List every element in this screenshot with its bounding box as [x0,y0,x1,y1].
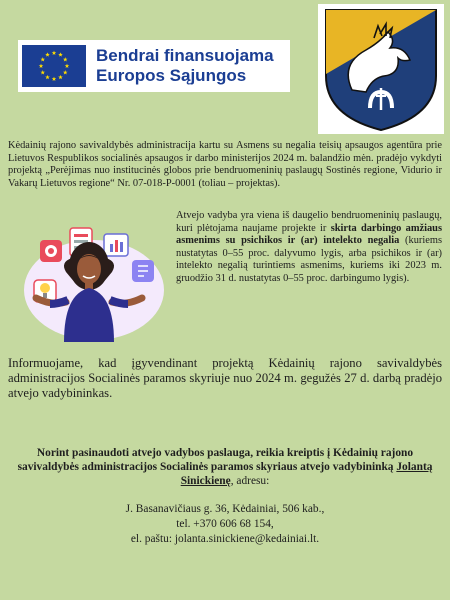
eu-star-icon [40,57,45,61]
eu-star-icon [58,52,63,56]
contact-details [14,502,436,547]
call-to-action-bold: Norint pasinaudoti atvejo vadybos paslauga, reikia kreiptis į Kėdainių rajono savivaldybės administracijos Socialinės paramos skyriaus atvejo vadybininką [17,447,414,473]
eu-star-icon [63,57,68,61]
eu-star-icon [45,52,50,56]
contact-address: J. Basanavičiaus g. 36, Kėdainiai, 506 kab., [125,503,325,515]
announcement-paragraph: Informuojame, kad įgyvendinant projektą Kėdainių rajono savivaldybės administracijos Socialinės paramos skyriuje nuo 2024 m. gegužės 27 d. darbą pradėjo atvejo vadybininkas. [8,356,442,401]
call-to-action-after: , adresu: [230,475,270,487]
eu-star-icon [40,70,45,74]
eu-banner-text [96,46,274,86]
case-manager-name: Jolantą Sinickienę [180,461,433,487]
eu-star-icon [52,77,57,81]
project-intro-paragraph: Kėdainių rajono savivaldybės administracija kartu su Asmens su negalia teisių apsaugos agentūra prie Lietuvos Respublikos socialinės apsaugos ir darbo ministerijos 2024 m. balandžio mėn. pradėjo vykdyti projektą „Perėjimas nuo institucinės globos prie bendruomeninių paslaugų Sostinės regione, Vidurio ir Vakarų Lietuvos regione“ Nr. 07-018-P-0001 (toliau – projektas). [8,140,442,189]
call-to-action-paragraph [14,446,436,488]
case-management-paragraph [176,210,442,286]
eu-star-icon [65,64,70,68]
eu-star-icon [63,70,68,74]
case-management-target-group: skirta darbingo amžiaus asmenims su psichikos ir (ar) intelekto negalia [176,222,443,247]
contact-phone: tel. +370 606 68 154, [176,518,274,530]
eu-star-icon [52,51,57,55]
case-management-text-before: Atvejo vadyba yra viena iš daugelio bendruomeninių paslaugų, kuri plėtojama naujame projekte ir [176,210,442,234]
eu-star-icon [58,75,63,79]
eu-banner-line2: Europos Sąjungos [96,66,247,85]
eu-banner-line1: Bendrai finansuojama [96,46,274,65]
coat-of-arms-icon [318,4,444,134]
eu-cofunding-banner [18,40,290,92]
case-management-text-after: (kuriems nustatytas 0–55 proc. dalyvumo lygis, arba psichikos ir (ar) intelekto negalią turintiems asmenims, kuriems iki 2023 m. gruodžio 31 d. nustatytas 0–55 proc. darbingumo lygis). [176,235,442,284]
eu-star-icon [39,64,44,68]
eu-flag-icon [22,45,86,87]
woman-with-documents-illustration [14,222,174,344]
contact-email: el. paštu: jolanta.sinickiene@kedainiai.lt. [130,533,320,545]
eu-star-icon [45,75,50,79]
